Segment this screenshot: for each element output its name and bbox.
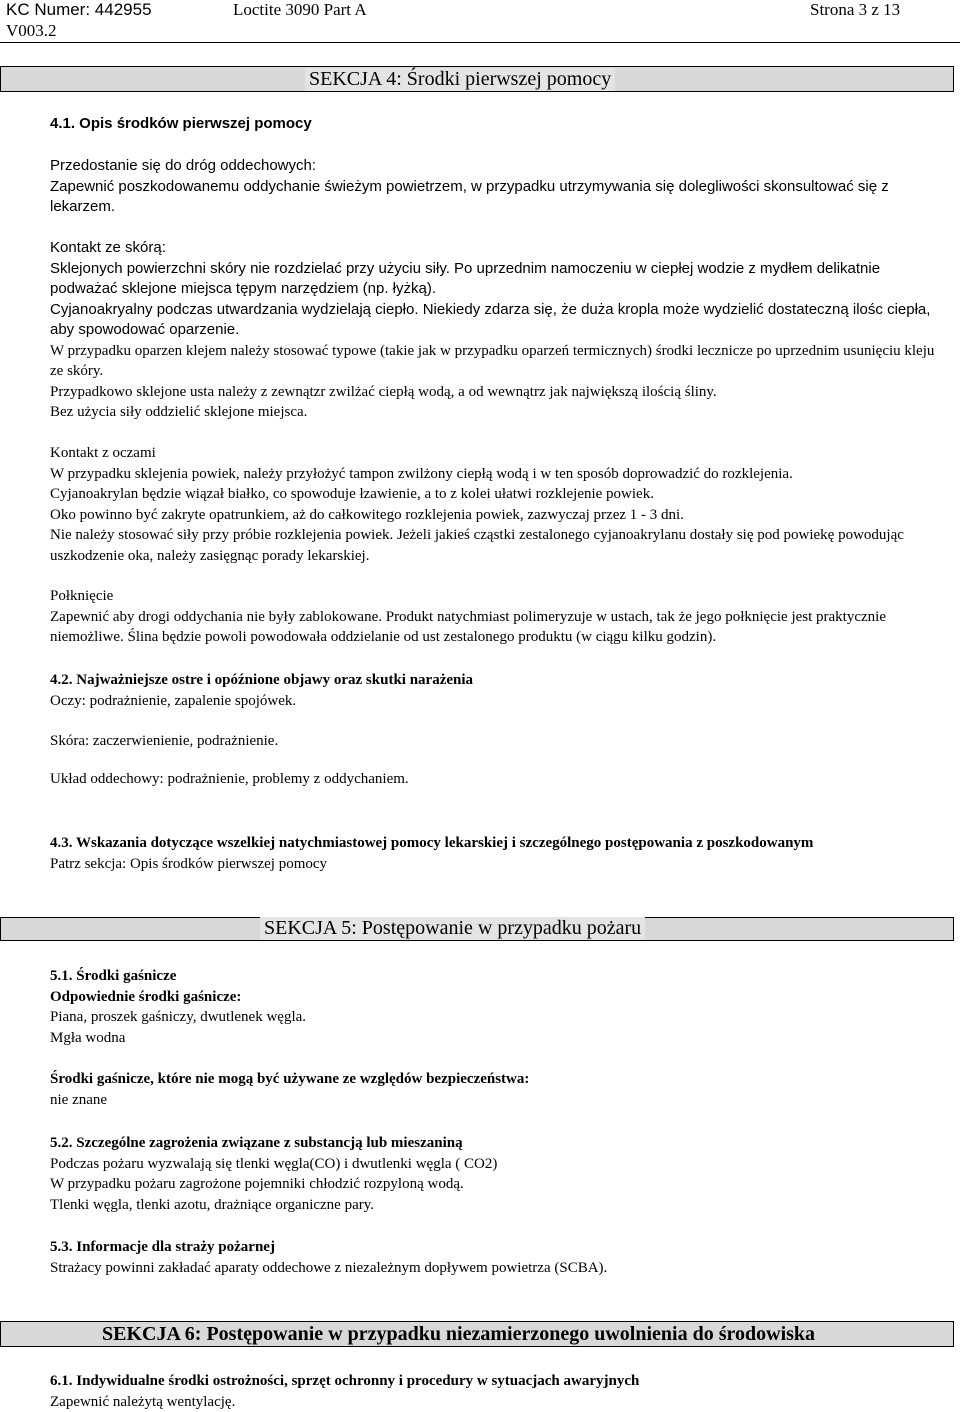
section-5-title: SEKCJA 5: Postępowanie w przypadku pożaru [260, 917, 645, 940]
ingestion-block [50, 586, 940, 648]
eye-text-3: Oko powinno być zakryte opatrunkiem, aż do całkowitego rozklejenia powiek, zazwyczaj przez 1 - 3 dni. [50, 506, 684, 523]
s52-text-2: W przypadku pożaru zagrożone pojemniki chłodzić rozpyloną wodą. [50, 1176, 464, 1192]
s53-text: Strażacy powinni zakładać aparaty oddechowe z niezależnym dopływem powietrza (SCBA). [50, 1259, 608, 1276]
s42-heading: 4.2. Najważniejsze ostre i opóźnione objawy oraz skutki narażenia [50, 672, 474, 688]
skin-text-3: W przypadku oparzen klejem należy stosować typowe (takie jak w przypadku oparzeń termicznych) środki lecznicze po uprzednim usunięciu kleju ze skóry. [50, 342, 935, 379]
s43-heading: 4.3. Wskazania dotyczące wszelkiej natychmiastowej pomocy lekarskiej i szczególnego postępowania z poszkodowanym [50, 835, 814, 851]
s53-heading: 5.3. Informacje dla straży pożarnej [50, 1239, 275, 1255]
s42-resp: Układ oddechowy: podrażnienie, problemy z oddychaniem. [50, 770, 409, 787]
skin-block [50, 238, 940, 423]
s52-text-1: Podczas pożaru wyzwalają się tlenki węgla(CO) i dwutlenki węgla ( CO2) [50, 1155, 498, 1172]
eye-heading: Kontakt z oczami [50, 445, 156, 461]
skin-text-2: Cyjanoakryalny podczas utwardzania wydzielają ciepło. Niekiedy zdarza się, że duża kropla może wydzielić dostateczną ilośc ciepła, aby spowodować oparzenie. [50, 300, 931, 338]
s53-block [50, 1237, 940, 1278]
s41-heading: 4.1. Opis środków pierwszej pomocy [50, 115, 312, 132]
product-name: Loctite 3090 Part A [233, 0, 367, 19]
s43-block [50, 833, 940, 874]
inhalation-heading: Przedostanie się do dróg oddechowych: [50, 157, 317, 174]
s61-heading: 6.1. Indywidualne środki ostrożności, sprzęt ochronny i procedury w sytuacjach awaryjnych [50, 1373, 640, 1389]
suitable-heading: Odpowiednie środki gaśnicze: [50, 988, 242, 1005]
ingestion-heading: Połknięcie [50, 588, 114, 604]
eye-block [50, 443, 940, 566]
section-6-title: SEKCJA 6: Postępowanie w przypadku niezamierzonego uwolnienia do środowiska [102, 1323, 816, 1345]
s61-text: Zapewnić należytą wentylację. [50, 1393, 236, 1410]
eye-text-1: W przypadku sklejenia powiek, należy przyłożyć tampon zwilżony ciepłą wodą i w ten sposób doprowadzić do rozklejenia. [50, 465, 793, 482]
s52-heading: 5.2. Szczególne zagrożenia związane z substancją lub mieszaniną [50, 1135, 463, 1151]
s42-eyes: Oczy: podrażnienie, zapalenie spojówek. [50, 692, 297, 709]
page-number: Strona 3 z 13 [810, 0, 901, 19]
eye-text-4: Nie należy stosować siły przy próbie rozklejenia powiek. Jeżeli jakieś cząstki zestalonego cyjanoakrylanu dostały się pod powiekę powodując uszkodzenie oka, należy zasięgnąc porady lekarskiej. [50, 527, 904, 564]
skin-text-5: Bez użycia siły oddzielić sklejone miejsca. [50, 404, 308, 420]
s42-block [50, 670, 940, 789]
unsuitable-heading: Środki gaśnicze, które nie mogą być używane ze względów bezpieczeństwa: [50, 1071, 530, 1087]
header-divider [0, 42, 960, 43]
inhalation-block [50, 156, 940, 218]
section-4-title: SEKCJA 4: Środki pierwszej pomocy [305, 68, 615, 91]
skin-heading: Kontakt ze skórą: [50, 239, 166, 256]
unsuitable-text: nie znane [50, 1091, 108, 1108]
eye-text-2: Cyjanoakrylan będzie wiązał białko, co spowoduje łzawienie, a to z kolei ułatwi rozklejenie powiek. [50, 486, 654, 502]
ingestion-text: Zapewnić aby drogi oddychania nie były zablokowane. Produkt natychmiast polimeryzuje w ustach, tak że jego połknięcie jest praktycznie niemożliwe. Ślina będzie powoli powodowała oddzielanie od ust zestalonego produktu (w ciągu kilku godzin). [50, 608, 886, 645]
suitable-1: Piana, proszek gaśniczy, dwutlenek węgla. [50, 1009, 307, 1025]
s61-block [50, 1371, 940, 1412]
version: V003.2 [6, 21, 57, 40]
kc-number: KC Numer: 442955 [6, 0, 152, 19]
s51-heading: 5.1. Środki gaśnicze [50, 968, 177, 984]
s43-text: Patrz sekcja: Opis środków pierwszej pomocy [50, 855, 328, 872]
s52-block [50, 1133, 940, 1215]
s42-skin: Skóra: zaczerwienienie, podrażnienie. [50, 733, 279, 749]
s51-block [50, 966, 940, 1110]
skin-text-1: Sklejonych powierzchni skóry nie rozdzielać przy użyciu siły. Po uprzednim namoczeniu w ciepłej wodzie z mydłem delikatnie podważać sklejone miejsca tępym narzędziem (np. łyżką). [50, 259, 881, 297]
suitable-2: Mgła wodna [50, 1029, 126, 1046]
s52-text-3: Tlenki węgla, tlenki azotu, drażniące organiczne pary. [50, 1196, 375, 1213]
inhalation-text: Zapewnić poszkodowanemu oddychanie świeżym powietrzem, w przypadku utrzymywania się dolegliwości skonsultować się z lekarzem. [50, 177, 889, 215]
skin-text-4: Przypadkowo sklejone usta należy z zewnątzr zwilżać ciepłą wodą, a od wewnątrz jak największą ilością śliny. [50, 383, 717, 400]
